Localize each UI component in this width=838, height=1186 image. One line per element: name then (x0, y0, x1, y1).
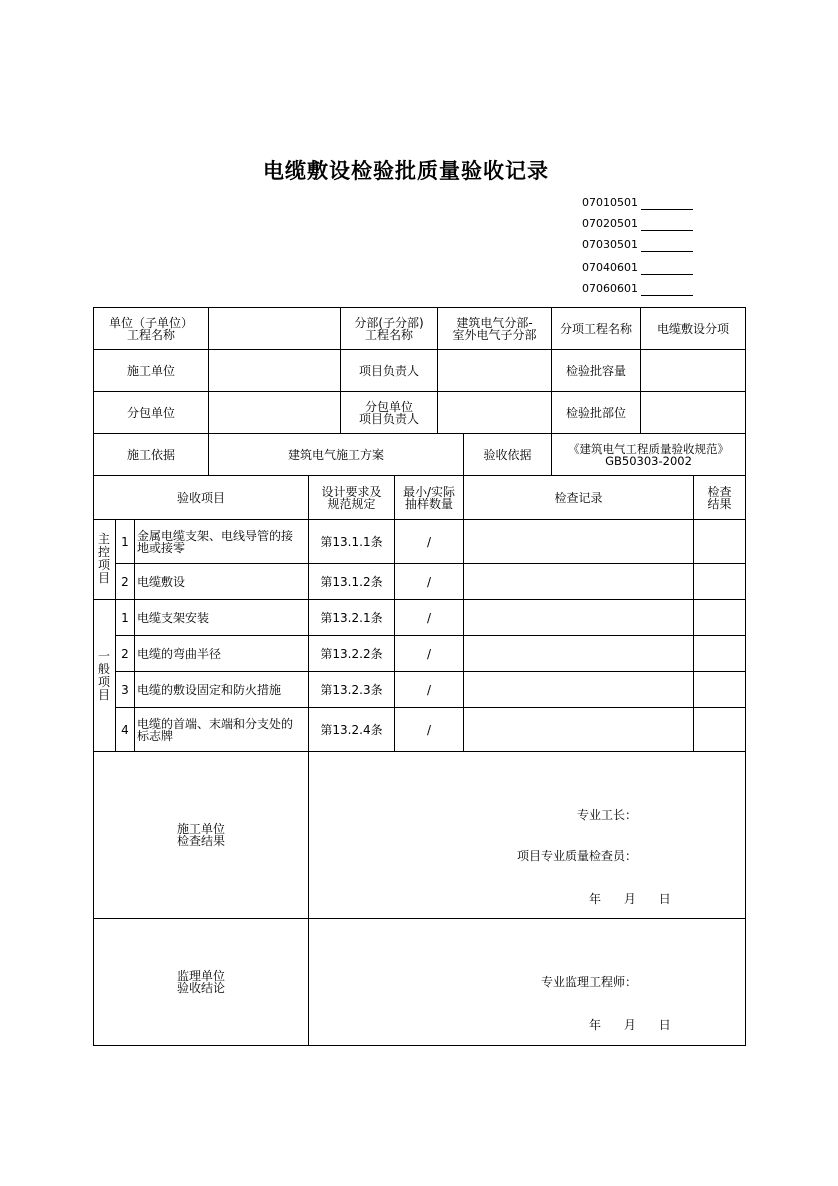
page-title: 电缆敷设检验批质量验收记录 (263, 159, 549, 183)
col-item-header: 验收项目 (176, 490, 225, 505)
item-clause: 第13.2.4条 (320, 722, 383, 737)
item-record[interactable] (464, 636, 693, 671)
construction-unit-label: 施工单位 (126, 363, 175, 378)
item-sample[interactable]: / (426, 534, 432, 549)
sub-item-label: 分项工程名称 (559, 321, 632, 336)
batch-location-value[interactable] (641, 392, 745, 433)
col-requirement-header: 设计要求及 规范规定 (321, 484, 382, 511)
inspector-signature-label: 项目专业质量检查员： (517, 849, 638, 863)
sub-manager-label: 分包单位 项目负责人 (358, 399, 419, 426)
form-code: 07010501 (582, 196, 638, 209)
construction-date: 年 月 日 (589, 892, 671, 906)
batch-capacity-label: 检验批容量 (565, 363, 626, 378)
item-clause: 第13.2.3条 (320, 682, 383, 697)
basis-value[interactable]: 建筑电气施工方案 (287, 447, 384, 462)
division-value[interactable]: 建筑电气分部- 室外电气子分部 (452, 315, 537, 342)
batch-location-label: 检验批部位 (565, 405, 626, 420)
division-label: 分部(子分部) 工程名称 (354, 315, 424, 342)
sub-item-value[interactable]: 电缆敷设分项 (656, 321, 729, 336)
construction-check-label: 施工单位 检查结果 (176, 822, 225, 848)
item-record[interactable] (464, 672, 693, 707)
general-group-label: 一般项目 (97, 649, 110, 702)
col-sample-header: 最小/实际 抽样数量 (402, 484, 456, 511)
item-name: 电缆的首端、末端和分支处的 标志牌 (137, 716, 294, 743)
item-name: 电缆敷设 (137, 574, 186, 589)
project-manager-value[interactable] (438, 350, 551, 391)
subcontractor-value[interactable] (209, 392, 340, 433)
acceptance-basis-value[interactable]: 《建筑电气工程质量验收规范》 GB50303-2002 (568, 441, 729, 468)
col-record-header: 检查记录 (554, 490, 603, 505)
item-clause: 第13.1.1条 (320, 534, 383, 549)
item-result[interactable] (694, 672, 745, 707)
item-sample[interactable]: / (426, 574, 432, 589)
item-name: 电缆的弯曲半径 (137, 646, 222, 661)
item-number: 1 (121, 534, 129, 549)
item-clause: 第13.2.1条 (320, 610, 383, 625)
item-number: 4 (121, 722, 129, 737)
sub-manager-value[interactable] (438, 392, 551, 433)
item-sample[interactable]: / (426, 722, 432, 737)
item-number: 2 (121, 574, 129, 589)
item-record[interactable] (464, 520, 693, 563)
item-result[interactable] (694, 708, 745, 751)
form-code: 07060601 (582, 282, 638, 295)
construction-unit-value[interactable] (209, 350, 340, 391)
item-result[interactable] (694, 636, 745, 671)
form-code: 07020501 (582, 217, 638, 230)
item-result[interactable] (694, 600, 745, 635)
unit-project-value[interactable] (209, 308, 340, 349)
item-record[interactable] (464, 564, 693, 599)
item-record[interactable] (464, 600, 693, 635)
subcontractor-label: 分包单位 (126, 405, 175, 420)
foreman-signature-label: 专业工长： (577, 808, 638, 822)
item-result[interactable] (694, 564, 745, 599)
supervision-date: 年 月 日 (589, 1018, 671, 1032)
item-number: 3 (121, 682, 129, 697)
item-clause: 第13.2.2条 (320, 646, 383, 661)
form-code: 07030501 (582, 238, 638, 251)
unit-project-label: 单位（子单位） 工程名称 (108, 315, 193, 342)
item-result[interactable] (694, 520, 745, 563)
form-code: 07040601 (582, 261, 638, 274)
item-sample[interactable]: / (426, 646, 432, 661)
item-number: 1 (121, 610, 129, 625)
col-result-header: 检查 结果 (707, 484, 732, 511)
basis-label: 施工依据 (126, 447, 175, 462)
item-name: 电缆的敷设固定和防火措施 (137, 682, 282, 697)
item-number: 2 (121, 646, 129, 661)
main-group-label: 主控项目 (97, 532, 110, 585)
acceptance-basis-label: 验收依据 (483, 447, 532, 462)
item-clause: 第13.1.2条 (320, 574, 383, 589)
item-sample[interactable]: / (426, 610, 432, 625)
supervision-label: 监理单位 验收结论 (176, 969, 225, 995)
item-record[interactable] (464, 708, 693, 751)
batch-capacity-value[interactable] (641, 350, 745, 391)
project-manager-label: 项目负责人 (358, 363, 419, 378)
supervisor-signature-label: 专业监理工程师： (541, 975, 638, 989)
item-name: 电缆支架安装 (137, 610, 210, 625)
item-name: 金属电缆支架、电线导管的接 地或接零 (137, 528, 294, 555)
item-sample[interactable]: / (426, 682, 432, 697)
